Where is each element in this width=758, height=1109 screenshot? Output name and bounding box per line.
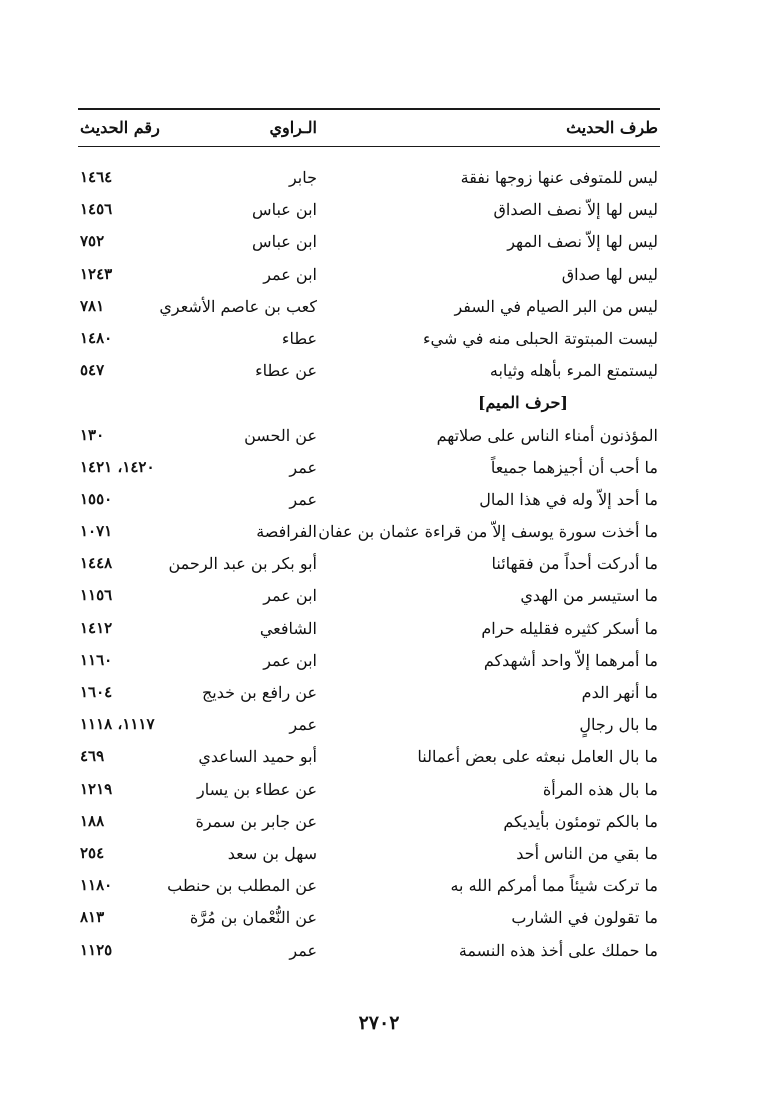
hadith-text: ليس من البر الصيام في السفر <box>454 296 658 316</box>
hadith-text: ما بال العامل نبعثه على بعض أعمالنا <box>417 747 658 767</box>
table-row <box>0 196 758 228</box>
table-row <box>0 776 758 808</box>
narrator: عن رافع بن خديج <box>201 683 317 702</box>
table-row <box>0 743 758 775</box>
table-row <box>0 808 758 840</box>
narrator: أبو حميد الساعدي <box>198 747 317 767</box>
narrator: عمر <box>289 715 317 735</box>
narrator: ابن عمر <box>263 586 317 606</box>
narrator: أبو بكر بن عبد الرحمن <box>168 554 317 574</box>
hadith-number: ١٠٧١ <box>80 522 113 541</box>
top-rule <box>78 108 660 110</box>
hadith-text: ما أمرهما إلاّ واحد أشهدكم <box>483 650 658 670</box>
hadith-text: ما أحب أن أجيزهما جميعاً <box>490 457 658 477</box>
hadith-number: ١٣٠ <box>80 425 105 444</box>
hadith-text: ما بال هذه المرأة <box>542 779 658 799</box>
header-hadith-text: طرف الحديث <box>566 118 658 137</box>
table-row <box>0 228 758 260</box>
table-row <box>0 518 758 550</box>
table-row <box>0 840 758 872</box>
hadith-number: ١٢٤٣ <box>80 264 113 283</box>
hadith-text: ما أحد إلاّ وله في هذا المال <box>479 489 658 509</box>
narrator: عن الحسن <box>244 425 317 445</box>
table-row <box>0 261 758 293</box>
hadith-number: ١١٥٦ <box>80 586 113 605</box>
page-number: ٢٧٠٢ <box>358 1012 400 1034</box>
hadith-number: ١٦٠٤ <box>80 683 113 701</box>
table-row <box>0 293 758 325</box>
narrator: كعب بن عاصم الأشعري <box>159 296 317 316</box>
table-row <box>0 937 758 969</box>
hadith-number: ٢٥٤ <box>80 843 105 862</box>
table-header <box>0 112 758 146</box>
hadith-index-table <box>0 164 758 969</box>
table-row <box>0 422 758 454</box>
hadith-number: ٤٦٩ <box>80 747 105 766</box>
hadith-text: ما بقي من الناس أحد <box>516 843 658 863</box>
narrator: ابن عباس <box>252 232 317 252</box>
hadith-text: ليس لها إلاّ نصف المهر <box>507 232 658 252</box>
table-row <box>0 486 758 518</box>
table-row <box>0 164 758 196</box>
hadith-text: ليس لها صداق <box>561 264 658 284</box>
table-row <box>0 679 758 711</box>
hadith-number: ١٤١٢ <box>80 618 113 637</box>
header-narrator: الـراوي <box>269 118 317 137</box>
hadith-text: ليس للمتوفى عنها زوجها نفقة <box>460 168 658 187</box>
hadith-text: ما تقولون في الشارب <box>511 908 658 928</box>
hadith-text: ما أدركت أحداً من فقهائنا <box>491 554 658 574</box>
hadith-number: ١٤٢٠، ١٤٢١ <box>80 457 155 476</box>
table-row <box>0 647 758 679</box>
hadith-number: ١٤٦٤ <box>80 168 113 186</box>
table-row <box>0 904 758 936</box>
table-row <box>0 454 758 486</box>
hadith-number: ١٢١٩ <box>80 779 113 798</box>
section-heading-row <box>0 389 758 421</box>
hadith-text: ما تركت شيئاً مما أمركم الله به <box>450 876 658 896</box>
hadith-text: ليستمتع المرء بأهله وثيابه <box>489 361 658 381</box>
hadith-number: ١٤٨٠ <box>80 328 113 347</box>
narrator: ابن عمر <box>263 264 317 284</box>
narrator: عطاء <box>281 328 317 348</box>
hadith-number: ١٤٤٨ <box>80 554 113 573</box>
header-hadith-number: رقم الحديث <box>80 118 160 137</box>
table-row <box>0 357 758 389</box>
hadith-number: ١١١٧، ١١١٨ <box>80 715 155 734</box>
narrator: عن النُّعْمان بن مُرَّة <box>189 908 317 928</box>
hadith-text: ما أخذت سورة يوسف إلاّ من قراءة عثمان بن عفان <box>318 522 658 542</box>
narrator: عمر <box>289 940 317 960</box>
section-heading: [حرف الميم] <box>477 393 568 413</box>
narrator: ابن عمر <box>263 650 317 670</box>
table-row <box>0 325 758 357</box>
narrator: عمر <box>289 457 317 477</box>
hadith-text: ما بالكم تومئون بأيديكم <box>503 811 658 831</box>
table-row <box>0 550 758 582</box>
hadith-number: ٧٥٢ <box>80 232 105 251</box>
hadith-number: ٨١٣ <box>80 908 105 927</box>
narrator: عن عطاء بن يسار <box>196 779 317 799</box>
hadith-number: ١٨٨ <box>80 811 105 830</box>
table-row <box>0 615 758 647</box>
hadith-number: ١٥٥٠ <box>80 489 113 508</box>
header-rule <box>78 146 660 147</box>
hadith-text: ما بال رجالٍ <box>579 715 658 735</box>
hadith-text: ما حملك على أخذ هذه النسمة <box>458 940 658 960</box>
narrator: عن جابر بن سمرة <box>195 811 317 831</box>
narrator: جابر <box>288 168 317 187</box>
hadith-number: ٧٨١ <box>80 296 105 315</box>
hadith-number: ١٤٥٦ <box>80 200 113 219</box>
hadith-number: ٥٤٧ <box>80 361 105 380</box>
hadith-text: ما أسكر كثيره فقليله حرام <box>481 618 658 638</box>
hadith-number: ١١٦٠ <box>80 650 113 669</box>
narrator: عن المطلب بن حنطب <box>167 876 317 896</box>
hadith-number: ١١٨٠ <box>80 876 113 895</box>
narrator: عن عطاء <box>255 361 317 381</box>
narrator: سهل بن سعد <box>227 843 317 863</box>
hadith-text: ما أنهر الدم <box>581 683 658 702</box>
narrator: عمر <box>289 489 317 509</box>
table-row <box>0 872 758 904</box>
narrator: ابن عباس <box>252 200 317 220</box>
table-row <box>0 582 758 614</box>
table-row <box>0 711 758 743</box>
hadith-text: المؤذنون أمناء الناس على صلاتهم <box>436 425 658 445</box>
narrator: الفرافصة <box>256 522 317 542</box>
hadith-text: ليست المبتوتة الحبلى منه في شيء <box>423 328 658 348</box>
hadith-number: ١١٢٥ <box>80 940 113 959</box>
narrator: الشافعي <box>259 618 317 638</box>
hadith-text: ما استيسر من الهدي <box>520 586 658 606</box>
hadith-text: ليس لها إلاّ نصف الصداق <box>493 200 658 220</box>
